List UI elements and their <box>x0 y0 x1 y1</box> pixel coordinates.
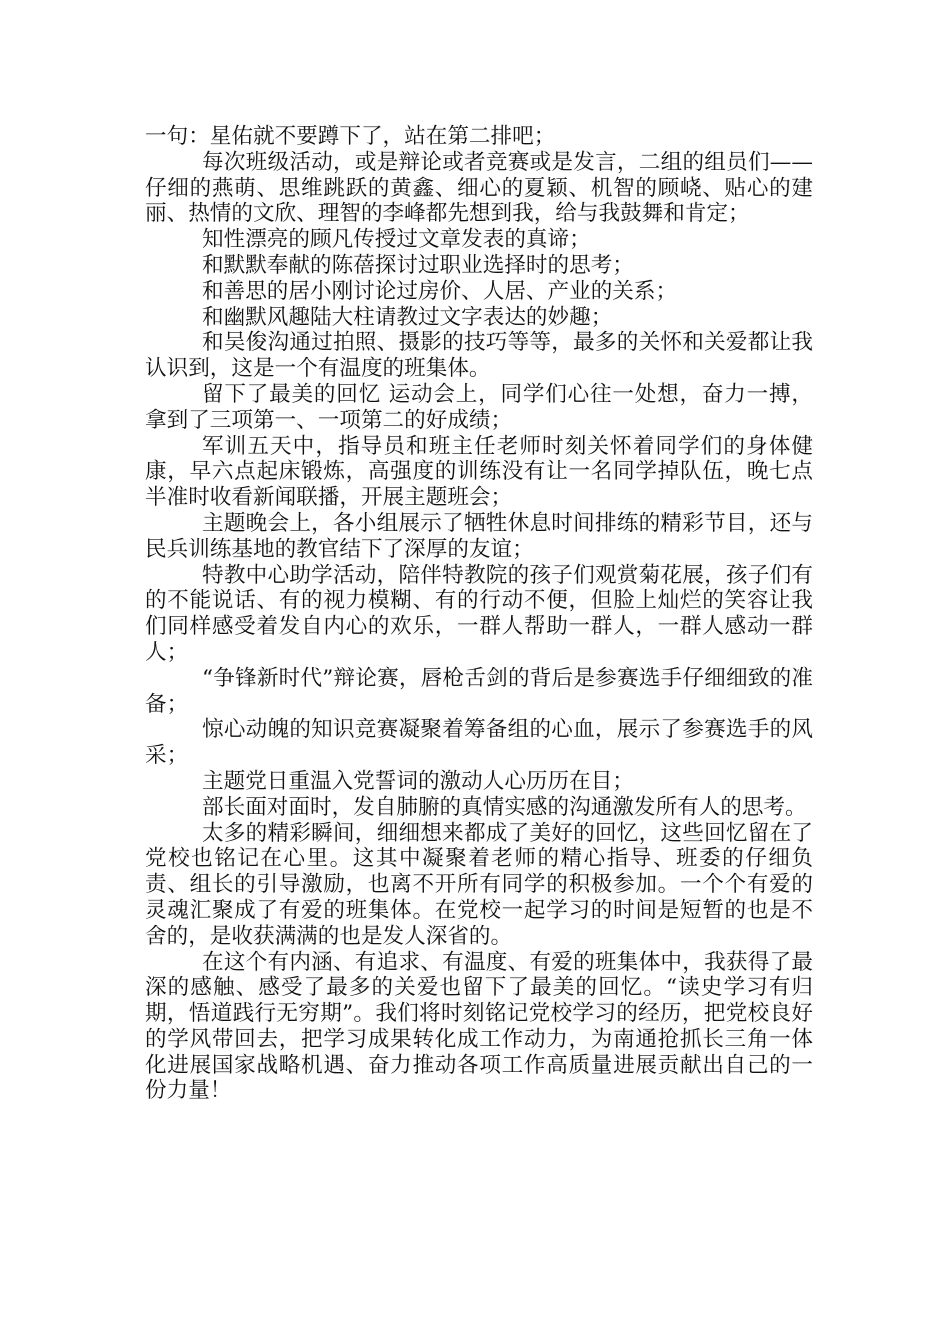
paragraph: 部长面对面时，发自肺腑的真情实感的沟通激发所有人的思考。 <box>202 794 807 820</box>
paragraph: 和吴俊沟通过拍照、摄影的技巧等等，最多的关怀和关爱都让我认识到，这是一个有温度的班集体。 <box>145 330 813 382</box>
paragraph: 和默默奉献的陈蓓探讨过职业选择时的思考； <box>202 252 634 278</box>
paragraph: 留下了最美的回忆 运动会上，同学们心往一处想，奋力一搏，拿到了三项第一、一项第二的好成绩； <box>145 381 813 433</box>
paragraph: 一句：星佑就不要蹲下了，站在第二排吧； <box>145 124 556 149</box>
paragraph: “争锋新时代”辩论赛，唇枪舌剑的背后是参赛选手仔细细致的准备； <box>145 665 813 717</box>
paragraph: 主题党日重温入党誓词的激动人心历历在目； <box>202 768 634 794</box>
paragraph: 特教中心助学活动，陪伴特教院的孩子们观赏菊花展，孩子们有的不能说话、有的视力模糊、有的行动不便，但脸上灿烂的笑容让我们同样感受着发自内心的欢乐，一群人帮助一群人，一群人感动一群人； <box>145 562 813 665</box>
paragraph: 每次班级活动，或是辩论或者竞赛或是发言，二组的组员们——仔细的燕萌、思维跳跃的黄鑫、细心的夏颖、机智的顾峣、贴心的建丽、热情的文欣、理智的李峰都先想到我，给与我鼓舞和肯定； <box>145 149 813 227</box>
paragraph: 太多的精彩瞬间，细细想来都成了美好的回忆，这些回忆留在了党校也铭记在心里。这其中凝聚着老师的精心指导、班委的仔细负责、组长的引导激励，也离不开所有同学的积极参加。一个个有爱的灵魂汇聚成了有爱的班集体。在党校一起学习的时间是短暂的也是不舍的，是收获满满的也是发人深省的。 <box>145 820 813 949</box>
paragraph: 在这个有内涵、有追求、有温度、有爱的班集体中，我获得了最深的感触、感受了最多的关爱也留下了最美的回忆。“读史学习有归期，悟道践行无穷期”。我们将时刻铭记党校学习的经历，把党校良好的学风带回去，把学习成果转化成工作动力，为南通抢抓长三角一体化进展国家战略机遇、奋力推动各项工作高质量进展贡献出自己的一份力量！ <box>145 949 813 1104</box>
paragraph: 主题晚会上，各小组展示了牺牲休息时间排练的精彩节目，还与民兵训练基地的教官结下了深厚的友谊； <box>145 510 813 562</box>
document-body <box>145 124 813 1104</box>
paragraph: 和幽默风趣陆大柱请教过文字表达的妙趣； <box>202 304 613 330</box>
paragraph: 和善思的居小刚讨论过房价、人居、产业的关系； <box>202 278 678 304</box>
paragraph: 知性漂亮的顾凡传授过文章发表的真谛； <box>202 227 591 253</box>
paragraph: 军训五天中，指导员和班主任老师时刻关怀着同学们的身体健康，早六点起床锻炼，高强度的训练没有让一名同学掉队伍，晚七点半准时收看新闻联播，开展主题班会； <box>145 433 813 511</box>
paragraph: 惊心动魄的知识竞赛凝聚着筹备组的心血，展示了参赛选手的风采； <box>145 717 813 769</box>
